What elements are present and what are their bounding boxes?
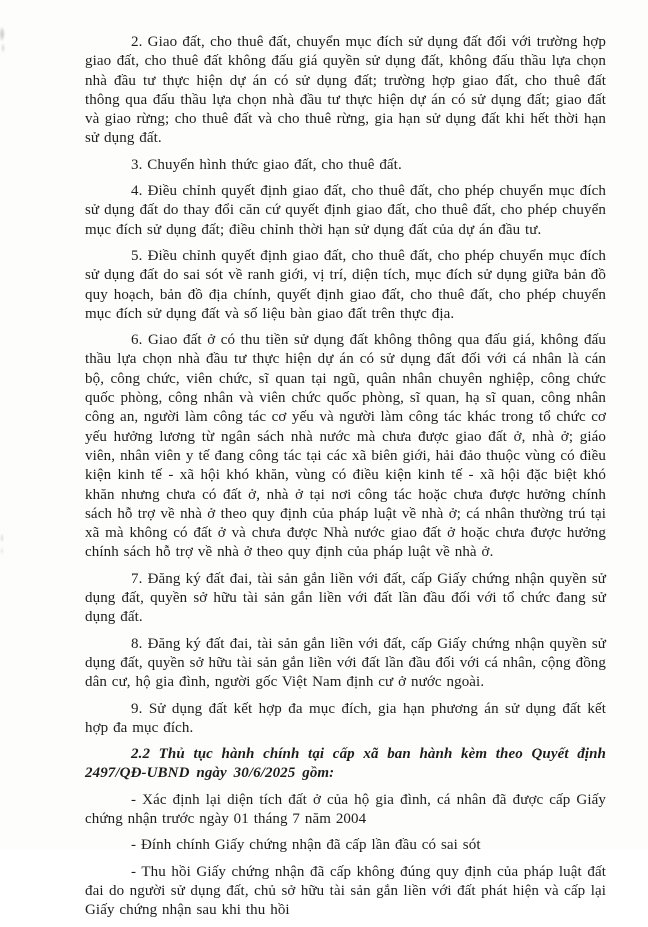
paragraph-item-9: 9. Sử dụng đất kết hợp đa mục đích, gia hạn phương án sử dụng đất kết hợp đa mục đích. xyxy=(85,700,606,736)
bullet-revoke-certificate: - Thu hồi Giấy chứng nhận đã cấp không đúng quy định của pháp luật đất đai do người sử dụng đất, chủ sở hữu tài sản gắn liền với đất phát hiện và cấp lại Giấy chứng nhận sau khi thu hồi xyxy=(85,863,606,919)
scan-artifact-left-middle xyxy=(0,532,6,558)
paragraph-item-5: 5. Điều chỉnh quyết định giao đất, cho thuê đất, cho phép chuyển mục đích sử dụng đất do sai sót về ranh giới, vị trí, diện tích, mục đích sử dụng giữa bản đồ quy hoạch, bản đồ địa chính, quyết định giao đất, cho thuê đất, cho phép chuyển mục đích sử dụng đất và số liệu bàn giao đất trên thực địa. xyxy=(85,247,606,322)
paragraph-item-3: 3. Chuyển hình thức giao đất, cho thuê đất. xyxy=(131,156,402,173)
paragraph-item-4: 4. Điều chỉnh quyết định giao đất, cho thuê đất, cho phép chuyển mục đích sử dụng đất do thay đổi căn cứ quyết định giao đất, cho thuê đất, cho phép chuyển mục đích sử dụng đất; điều chỉnh thời hạn sử dụng đất của dự án đầu tư. xyxy=(85,183,606,238)
paragraph-item-8: 8. Đăng ký đất đai, tài sản gắn liền với đất, cấp Giấy chứng nhận quyền sử dụng đất, quyền sở hữu tài sản gắn liền với đất lần đầu đối với cá nhân, cộng đồng dân cư, hộ gia đình, người gốc Việt Nam định cư ở nước ngoài. xyxy=(85,635,606,691)
paragraph-item-2: 2. Giao đất, cho thuê đất, chuyển mục đích sử dụng đất đối với trường hợp giao đất, cho thuê đất không đấu giá quyền sử dụng đất, không đấu thầu lựa chọn nhà đầu tư thực hiện dự án có sử dụng đất; trường hợp giao đất, cho thuê đất thông qua đấu thầu lựa chọn nhà đầu tư thực hiện dự án có sử dụng đất; giao đất và giao rừng; cho thuê đất và cho thuê rừng, gia hạn sử dụng đất khi hết thời hạn sử dụng đất. xyxy=(85,34,606,147)
bullet-correct-certificate: - Đính chính Giấy chứng nhận đã cấp lần đầu có sai sót xyxy=(131,837,481,854)
bullet-redetermine-area: - Xác định lại diện tích đất ở của hộ gia đình, cá nhân đã được cấp Giấy chứng nhận trước ngày 01 tháng 7 năm 2004 xyxy=(85,791,606,827)
paragraph-item-6: 6. Giao đất ở có thu tiền sử dụng đất không thông qua đấu giá, không đấu thầu lựa chọn nhà đầu tư thực hiện dự án có sử dụng đất đối với cá nhân là cán bộ, công chức, viên chức, sĩ quan tại ngũ, quân nhân chuyên nghiệp, công chức quốc phòng, công nhân và viên chức quốc phòng, sĩ quan, hạ sĩ quan, công nhân công an, người làm công tác cơ yếu và người làm công tác khác trong tổ chức cơ yếu hưởng lương từ ngân sách nhà nước mà chưa được giao đất ở, nhà ở; giáo viên, nhân viên y tế đang công tác tại các xã biên giới, hải đảo thuộc vùng có điều kiện kinh tế - xã hội khó khăn, vùng có điều kiện kinh tế - xã hội đặc biệt khó khăn nhưng chưa có đất ở, nhà ở tại nơi công tác hoặc chưa được hưởng chính sách hỗ trợ về nhà ở theo quy định của pháp luật về nhà ở; cá nhân thường trú tại xã mà không có đất ở và chưa được Nhà nước giao đất ở hoặc chưa được hưởng chính sách hỗ trợ về nhà ở theo quy định của pháp luật về nhà ở. xyxy=(85,332,606,561)
scan-artifact-top-left xyxy=(0,26,7,58)
paragraph-item-7: 7. Đăng ký đất đai, tài sản gắn liền với đất, cấp Giấy chứng nhận quyền sử dụng đất, quyền sở hữu tài sản gắn liền với đất lần đầu đối với tổ chức đang sử dụng đất. xyxy=(85,570,606,626)
document-body xyxy=(85,33,606,927)
section-heading-2-2: 2.2 Thủ tục hành chính tại cấp xã ban hành kèm theo Quyết định 2497/QĐ-UBND ngày 30/6/2025 gồm: xyxy=(85,746,606,782)
